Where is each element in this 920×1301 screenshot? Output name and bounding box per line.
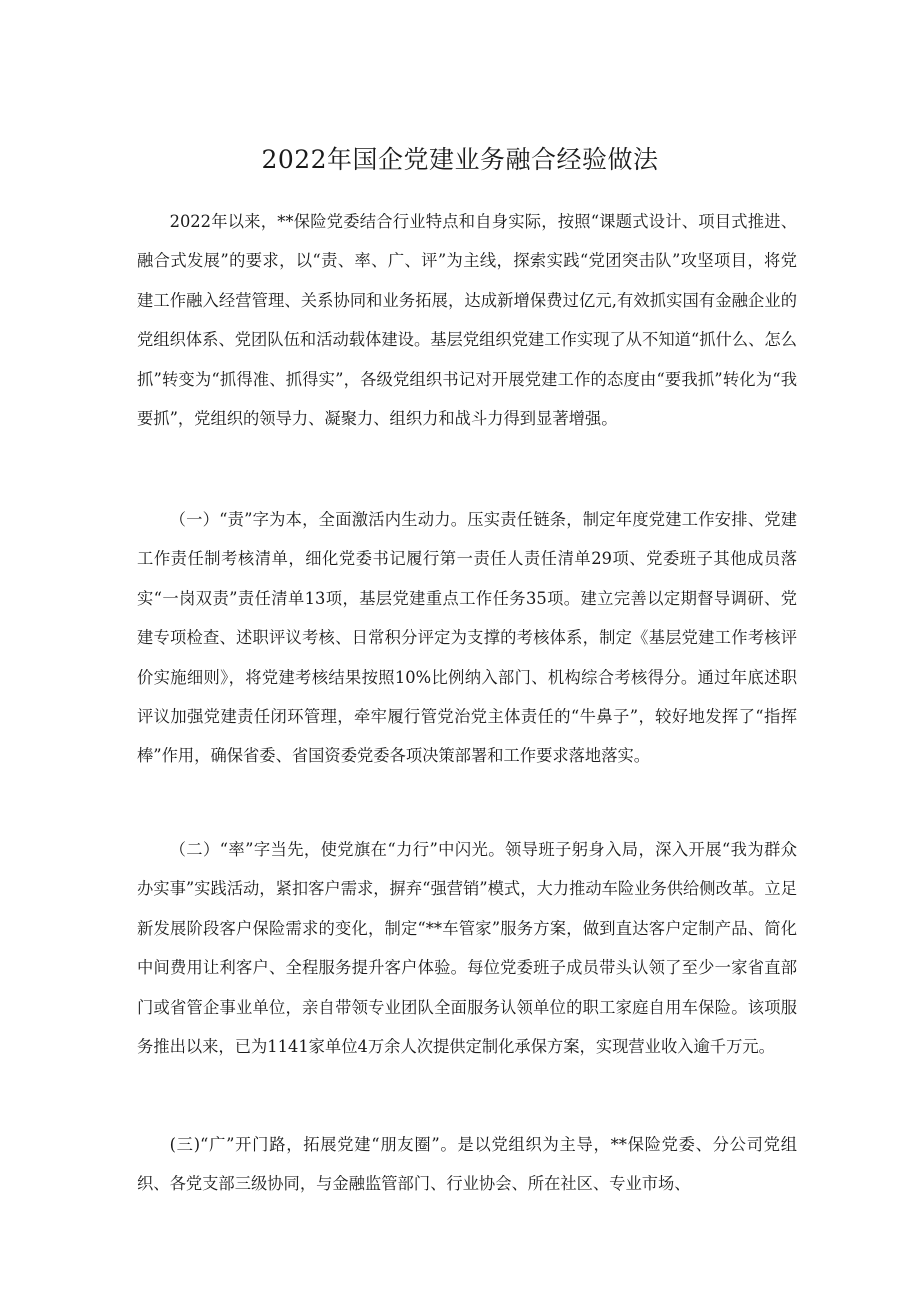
document-title: 2022年国企党建业务融合经验做法 <box>261 145 659 174</box>
paragraph-leadership: （二）“率”字当先，使党旗在“力行”中闪光。领导班子躬身入局，深入开展“我为群众办实事”实践活动，紧扣客户需求，摒弃“强营销”模式，大力推动车险业务供给侧改革。立足新发展阶段客户保险需求的变化，制定“**车管家”服务方案，做到直达客户定制产品、简化中间费用让利客户、全程服务提升客户体验。每位党委班子成员带头认领了至少一家省直部门或省管企事业单位，亲自带领专业团队全面服务认领单位的职工家庭自用车保险。该项服务推出以来，已为1141家单位4万余人次提供定制化承保方案，实现营业收入逾千万元。 <box>137 840 797 1057</box>
paragraph-responsibility: （一）“责”字为本，全面激活内生动力。压实责任链条，制定年度党建工作安排、党建工作责任制考核清单，细化党委书记履行第一责任人责任清单29项、党委班子其他成员落实“一岗双责”责任清单13项，基层党建重点工作任务35项。建立完善以定期督导调研、党建专项检查、述职评议考核、日常积分评定为支撑的考核体系，制定《基层党建工作考核评价实施细则》，将党建考核结果按照10%比例纳入部门、机构综合考核得分。通过年底述职评议加强党建责任闭环管理，牵牢履行管党治党主体责任的“牛鼻子”，较好地发挥了“指挥棒”作用，确保省委、省国资委党委各项决策部署和工作要求落地落实。 <box>137 510 797 766</box>
paragraph-outreach: (三)“广”开门路，拓展党建“朋友圈”。是以党组织为主导，**保险党委、分公司党组织、各党支部三级协同，与金融监管部门、行业协会、所在社区、专业市场、 <box>137 1135 797 1194</box>
paragraph-intro: 2022年以来，**保险党委结合行业特点和自身实际，按照“课题式设计、项目式推进、融合式发展”的要求，以“责、率、广、评”为主线，探索实践“党团突击队”攻坚项目，将党建工作融入经营管理、关系协同和业务拓展，达成新增保费过亿元,有效抓实国有金融企业的党组织体系、党团队伍和活动载体建设。基层党组织党建工作实现了从不知道“抓什么、怎么抓”转变为“抓得准、抓得实”，各级党组织书记对开展党建工作的态度由“要我抓”转化为“我要抓”，党组织的领导力、凝聚力、组织力和战斗力得到显著增强。 <box>137 212 797 429</box>
